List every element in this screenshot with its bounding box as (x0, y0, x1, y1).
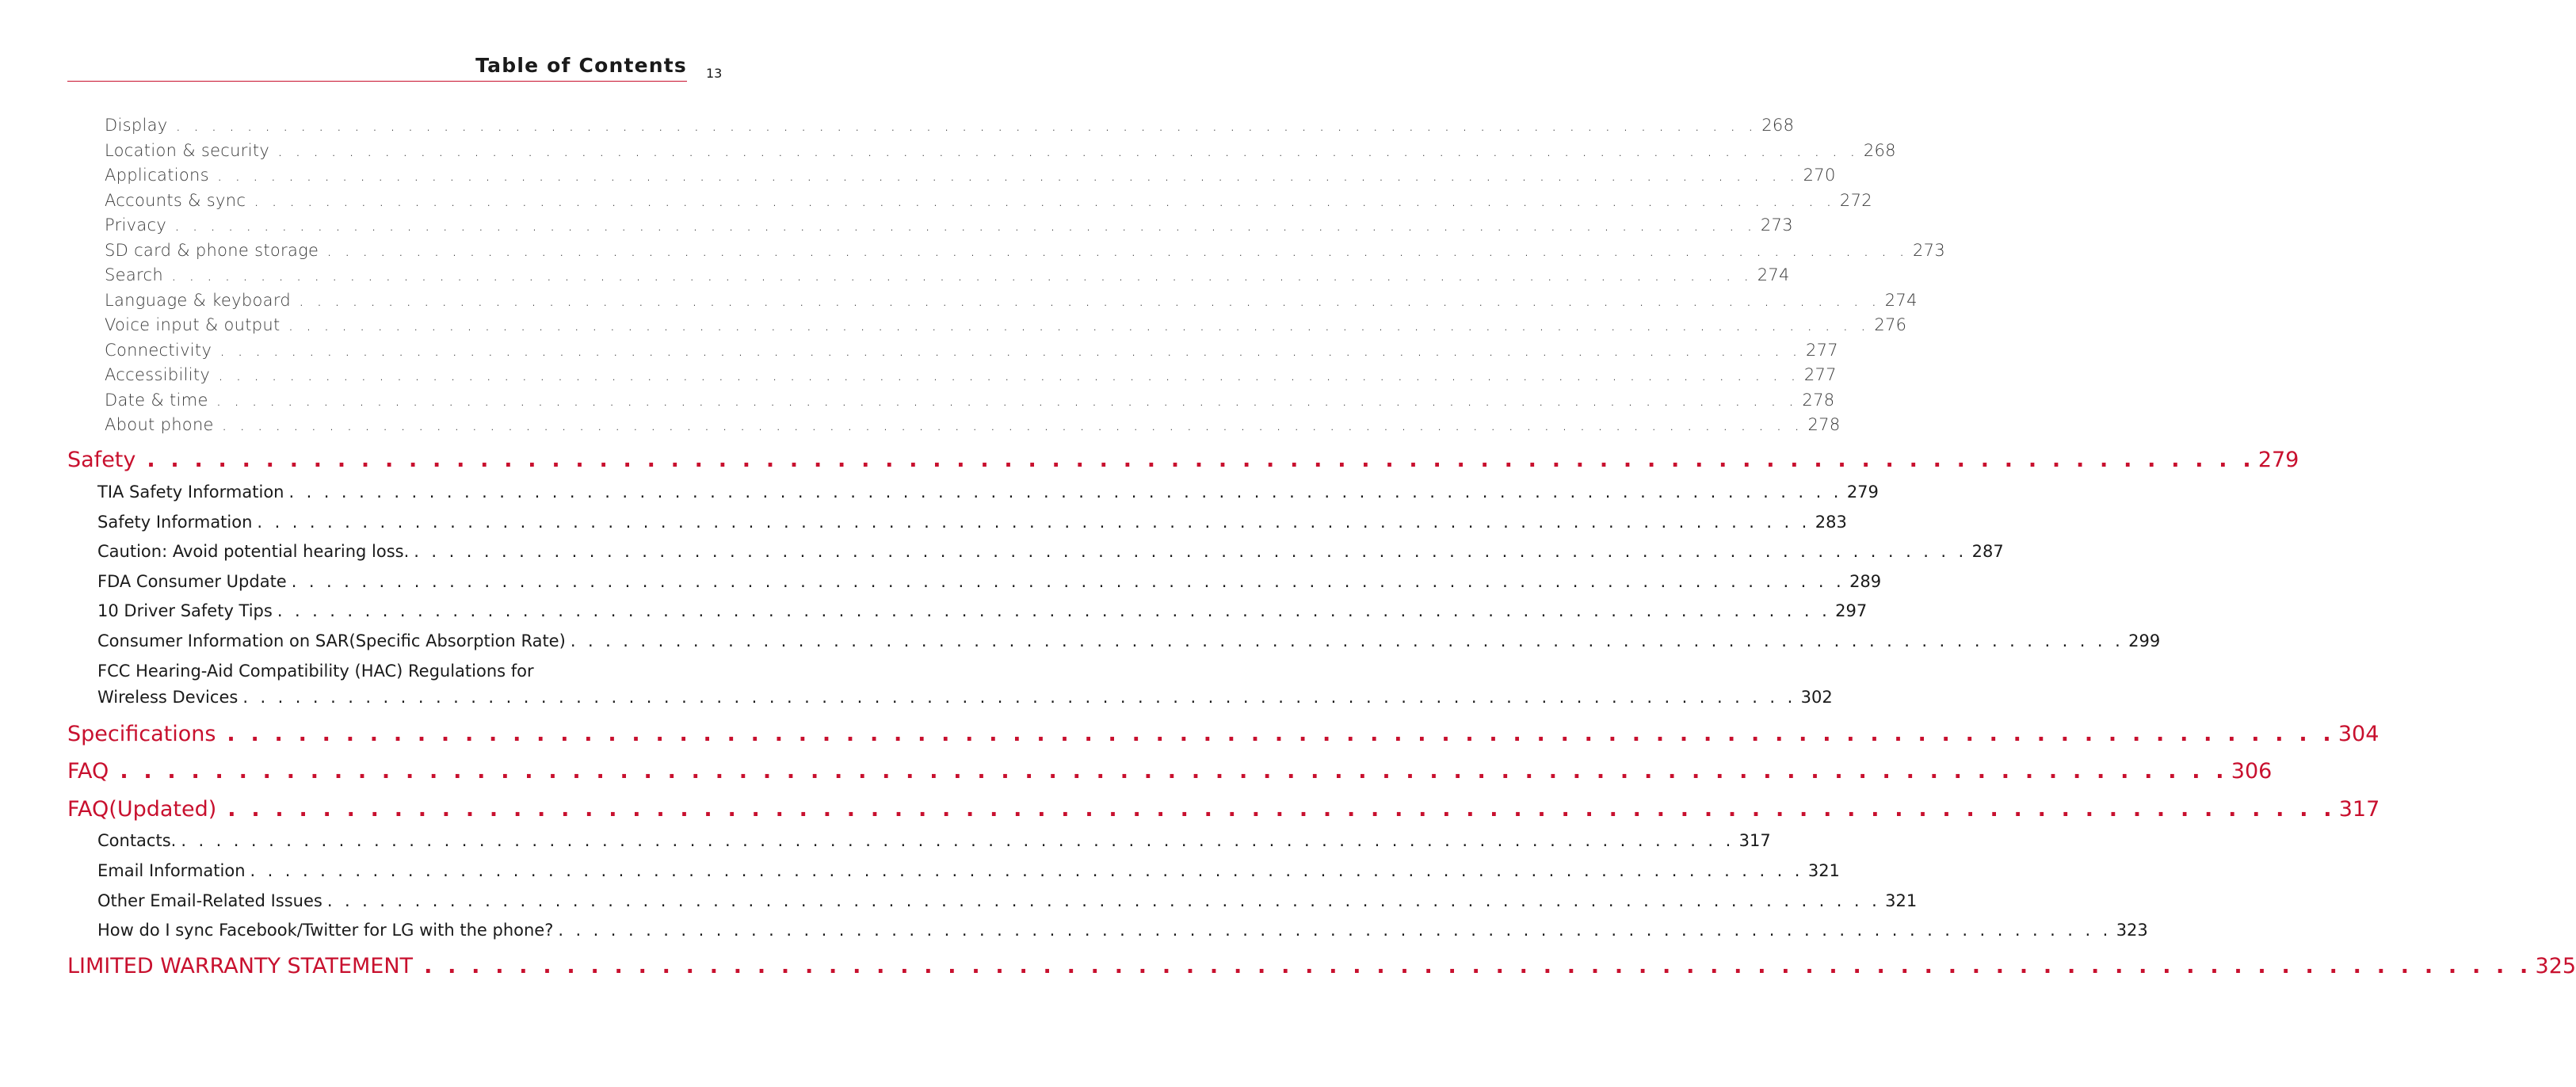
toc-section-label: LIMITED WARRANTY STATEMENT (67, 954, 414, 978)
toc-entry-page: 278 (1807, 415, 1841, 434)
toc-entry-safety-information[interactable] (97, 513, 1847, 532)
toc-entry-accounts-sync[interactable] (105, 191, 1872, 210)
dot-leader: . . . . . . . . . . . . . . . . . . . . . . . . . . . . . . . . . . . . . . . . . . . . . . . . . . . . . . . . . . . . . . . . . . . . . . . . . . . . . . . . . . . . . . . . . (326, 891, 1881, 910)
dot-leader: . . . . . . . . . . . . . . . . . . . . . . . . . . . . . . . . . . . . . . . . . . . . . . . . . . . . . . . . . . . . . . . . . . . . . . . . . . . . . . . . . . . . . . . . . (170, 265, 1753, 284)
dot-leader: . . . . . . . . . . . . . . . . . . . . . . . . . . . . . . . . . . . . . . . . . . . . . . . . . . . . . . . . . . . . . . . . . . . . . . . . . . . . . . . . . . . . . . . . . (326, 241, 1908, 260)
page-title: Table of Contents (475, 54, 687, 77)
toc-entry-privacy[interactable] (105, 215, 1793, 235)
toc-section-page: 306 (2231, 759, 2273, 784)
toc-entry-email-issues[interactable] (97, 891, 1918, 910)
toc-entry-page: 272 (1839, 191, 1872, 210)
toc-entry-label: Voice input & output (105, 315, 280, 334)
toc-entry-label: Date & time (105, 391, 208, 410)
toc-entry-label: Language & keyboard (105, 291, 292, 310)
toc-entry-label: Safety Information (97, 513, 253, 532)
toc-entry-page: 279 (1846, 482, 1879, 502)
toc-entry-page: 278 (1802, 391, 1835, 410)
toc-entry-page: 283 (1815, 513, 1847, 532)
dot-leader: . . . . . . . . . . . . . . . . . . . . . . . . . . . . . . . . . . . . . . . . . . . . . . . . . . . . . . . . . . . . . . . . . . . . . . . . . . . . . . . . . . . . . . . . . (221, 415, 1803, 434)
dot-leader: . . . . . . . . . . . . . . . . . . . . . . . . . . . . . . . . . . . . . . . . . . . . . . . . . . . . . . . . . . . . . . . . . . . . . . . . . . . . . . . . . . . . . . . . . (414, 542, 1967, 561)
dot-leader: . . . . . . . . . . . . . . . . . . . . . . . . . . . . . . . . . . . . . . . . . . . . . . . . . . . . . . . . . . . . . . . . . . . . . . . . . . . . . . . . . . . . . . . . . (181, 831, 1735, 850)
toc-entry-label: About phone (105, 415, 214, 434)
dot-leader: . . . . . . . . . . . . . . . . . . . . . . . . . . . . . . . . . . . . . . . . . . . . . . . . . . . . . . . . . . . . . . . . . . . . . . . . . . . . . . . . . . . . . . . . . (242, 688, 1796, 707)
toc-section-label: Safety (67, 448, 136, 472)
dot-leader: . . . . . . . . . . . . . . . . . . . . . . . . . . . . . . . . . . . . . . . . . . . . . . . . . . . . . . . . . . . . . . . . . . . . . . . . . . . . . . . . . . . . . . . . . (227, 797, 2336, 822)
dot-leader: . . . . . . . . . . . . . . . . . . . . . . . . . . . . . . . . . . . . . . . . . . . . . . . . . . . . . . . . . . . . . . . . . . . . . . . . . . . . . . . . . . . . . . . . . (424, 954, 2532, 978)
toc-entry-date-time[interactable] (105, 391, 1835, 410)
toc-entry-label: Applications (105, 166, 209, 185)
toc-entry-page: 287 (1971, 542, 2004, 561)
toc-entry-page: 273 (1760, 215, 1793, 235)
toc-entry-page: 299 (2128, 631, 2161, 650)
toc-entry-label: Caution: Avoid potential hearing loss. (97, 542, 410, 561)
dot-leader: . . . . . . . . . . . . . . . . . . . . . . . . . . . . . . . . . . . . . . . . . . . . . . . . . . . . . . . . . . . . . . . . . . . . . . . . . . . . . . . . . . . . . . . . . (277, 141, 1859, 160)
toc-entry-language-keyboard[interactable] (105, 291, 1918, 310)
toc-entry-label: Accessibility (105, 365, 211, 384)
toc-entry-hac[interactable] (97, 688, 1833, 707)
toc-entry-page: 268 (1863, 141, 1896, 160)
toc-entry-label: SD card & phone storage (105, 241, 319, 260)
toc-entry-page: 274 (1884, 291, 1918, 310)
toc-entry-label: How do I sync Facebook/Twitter for LG with the phone? (97, 921, 554, 940)
toc-entry-sync-facebook-twitter[interactable] (97, 921, 2148, 940)
toc-entry-tia-safety[interactable] (97, 482, 1879, 502)
page-number: 13 (706, 66, 723, 81)
toc-entry-page: 276 (1874, 315, 1907, 334)
toc-entry-label: Connectivity (105, 341, 212, 360)
toc-entry-applications[interactable] (105, 166, 1836, 185)
toc-section-label: FAQ(Updated) (67, 797, 217, 822)
toc-entry-label: TIA Safety Information (97, 482, 284, 502)
toc-entry-hac-line1[interactable]: FCC Hearing-Aid Compatibility (HAC) Regulations for (97, 662, 534, 681)
toc-section-page: 279 (2257, 448, 2299, 472)
toc-entry-display[interactable] (105, 116, 1795, 135)
toc-section-safety[interactable] (67, 448, 2299, 472)
toc-section-faq[interactable] (67, 759, 2273, 784)
dot-leader: . . . . . . . . . . . . . . . . . . . . . . . . . . . . . . . . . . . . . . . . . . . . . . . . . . . . . . . . . . . . . . . . . . . . . . . . . . . . . . . . . . . . . . . . . (558, 921, 2112, 940)
toc-entry-page: 273 (1913, 241, 1945, 260)
dot-leader: . . . . . . . . . . . . . . . . . . . . . . . . . . . . . . . . . . . . . . . . . . . . . . . . . . . . . . . . . . . . . . . . . . . . . . . . . . . . . . . . . . . . . . . . . (277, 601, 1831, 620)
toc-entry-page: 302 (1800, 688, 1833, 707)
toc-section-label: FAQ (67, 759, 109, 784)
toc-entry-page: 323 (2116, 921, 2148, 940)
dot-leader: . . . . . . . . . . . . . . . . . . . . . . . . . . . . . . . . . . . . . . . . . . . . . . . . . . . . . . . . . . . . . . . . . . . . . . . . . . . . . . . . . . . . . . . . . (288, 315, 1870, 334)
toc-entry-label: Wireless Devices (97, 688, 239, 707)
toc-entry-page: 277 (1803, 365, 1837, 384)
toc-entry-contacts[interactable] (97, 831, 1771, 850)
dot-leader: . . . . . . . . . . . . . . . . . . . . . . . . . . . . . . . . . . . . . . . . . . . . . . . . . . . . . . . . . . . . . . . . . . . . . . . . . . . . . . . . . . . . . . . . . (216, 166, 1799, 185)
toc-entry-fda-update[interactable] (97, 572, 1882, 591)
toc-entry-driver-safety-tips[interactable] (97, 601, 1868, 620)
toc-entry-page: 297 (1835, 601, 1868, 620)
toc-entry-search[interactable] (105, 265, 1790, 284)
dot-leader: . . . . . . . . . . . . . . . . . . . . . . . . . . . . . . . . . . . . . . . . . . . . . . . . . . . . . . . . . . . . . . . . . . . . . . . . . . . . . . . . . . . . . . . . . (257, 513, 1811, 532)
toc-section-page: 317 (2338, 797, 2380, 822)
toc-section-label: Specifications (67, 722, 216, 746)
toc-entry-sd-card-storage[interactable] (105, 241, 1945, 260)
toc-entry-page: 289 (1849, 572, 1882, 591)
toc-entry-label: Privacy (105, 215, 167, 235)
toc-section-faq-updated[interactable] (67, 797, 2380, 822)
dot-leader: . . . . . . . . . . . . . . . . . . . . . . . . . . . . . . . . . . . . . . . . . . . . . . . . . . . . . . . . . . . . . . . . . . . . . . . . . . . . . . . . . . . . . . . . . (227, 722, 2335, 746)
toc-entry-label: Contacts. (97, 831, 177, 850)
toc-entry-page: 270 (1803, 166, 1836, 185)
toc-entry-location-security[interactable] (105, 141, 1896, 160)
dot-leader: . . . . . . . . . . . . . . . . . . . . . . . . . . . . . . . . . . . . . . . . . . . . . . . . . . . . . . . . . . . . . . . . . . . . . . . . . . . . . . . . . . . . . . . . . (299, 291, 1880, 310)
dot-leader: . . . . . . . . . . . . . . . . . . . . . . . . . . . . . . . . . . . . . . . . . . . . . . . . . . . . . . . . . . . . . . . . . . . . . . . . . . . . . . . . . . . . . . . . . (120, 759, 2228, 784)
toc-entry-email-information[interactable] (97, 861, 1840, 880)
dot-leader: . . . . . . . . . . . . . . . . . . . . . . . . . . . . . . . . . . . . . . . . . . . . . . . . . . . . . . . . . . . . . . . . . . . . . . . . . . . . . . . . . . . . . . . . . (216, 391, 1798, 410)
dot-leader: . . . . . . . . . . . . . . . . . . . . . . . . . . . . . . . . . . . . . . . . . . . . . . . . . . . . . . . . . . . . . . . . . . . . . . . . . . . . . . . . . . . . . . . . . (218, 365, 1799, 384)
toc-entry-page: 277 (1805, 341, 1838, 360)
toc-section-warranty[interactable] (67, 954, 2576, 978)
dot-leader: . . . . . . . . . . . . . . . . . . . . . . . . . . . . . . . . . . . . . . . . . . . . . . . . . . . . . . . . . . . . . . . . . . . . . . . . . . . . . . . . . . . . . . . . . (219, 341, 1801, 360)
dot-leader: . . . . . . . . . . . . . . . . . . . . . . . . . . . . . . . . . . . . . . . . . . . . . . . . . . . . . . . . . . . . . . . . . . . . . . . . . . . . . . . . . . . . . . . . . (174, 215, 1756, 235)
toc-entry-page: 317 (1738, 831, 1771, 850)
toc-entry-accessibility[interactable] (105, 365, 1837, 384)
dot-leader: . . . . . . . . . . . . . . . . . . . . . . . . . . . . . . . . . . . . . . . . . . . . . . . . . . . . . . . . . . . . . . . . . . . . . . . . . . . . . . . . . . . . . . . . . (570, 631, 2124, 650)
toc-entry-page: 268 (1761, 116, 1795, 135)
dot-leader: . . . . . . . . . . . . . . . . . . . . . . . . . . . . . . . . . . . . . . . . . . . . . . . . . . . . . . . . . . . . . . . . . . . . . . . . . . . . . . . . . . . . . . . . . (250, 861, 1803, 880)
toc-entry-about-phone[interactable] (105, 415, 1841, 434)
toc-entry-label: Accounts & sync (105, 191, 246, 210)
toc-section-page: 325 (2535, 954, 2576, 978)
dot-leader: . . . . . . . . . . . . . . . . . . . . . . . . . . . . . . . . . . . . . . . . . . . . . . . . . . . . . . . . . . . . . . . . . . . . . . . . . . . . . . . . . . . . . . . . . (291, 572, 1845, 591)
toc-entry-page: 274 (1757, 265, 1790, 284)
toc-entry-label: Other Email-Related Issues (97, 891, 322, 910)
dot-leader: . . . . . . . . . . . . . . . . . . . . . . . . . . . . . . . . . . . . . . . . . . . . . . . . . . . . . . . . . . . . . . . . . . . . . . . . . . . . . . . . . . . . . . . . . (288, 482, 1842, 502)
toc-entry-label: Search (105, 265, 163, 284)
toc-entry-hearing-loss[interactable] (97, 542, 2004, 561)
toc-section-page: 304 (2337, 722, 2379, 746)
dot-leader: . . . . . . . . . . . . . . . . . . . . . . . . . . . . . . . . . . . . . . . . . . . . . . . . . . . . . . . . . . . . . . . . . . . . . . . . . . . . . . . . . . . . . . . . . (175, 116, 1757, 135)
toc-entry-label: Consumer Information on SAR(Specific Absorption Rate) (97, 631, 566, 650)
toc-entry-voice-input-output[interactable] (105, 315, 1907, 334)
toc-entry-page: 321 (1885, 891, 1918, 910)
toc-entry-label: Email Information (97, 861, 246, 880)
toc-entry-label: Location & security (105, 141, 270, 160)
toc-entry-label: FDA Consumer Update (97, 572, 287, 591)
toc-entry-label: 10 Driver Safety Tips (97, 601, 273, 620)
toc-entry-label: Display (105, 116, 168, 135)
dot-leader: . . . . . . . . . . . . . . . . . . . . . . . . . . . . . . . . . . . . . . . . . . . . . . . . . . . . . . . . . . . . . . . . . . . . . . . . . . . . . . . . . . . . . . . . . (147, 448, 2255, 472)
toc-section-specifications[interactable] (67, 722, 2379, 746)
toc-entry-sar[interactable] (97, 631, 2161, 650)
toc-entry-page: 321 (1807, 861, 1840, 880)
dot-leader: . . . . . . . . . . . . . . . . . . . . . . . . . . . . . . . . . . . . . . . . . . . . . . . . . . . . . . . . . . . . . . . . . . . . . . . . . . . . . . . . . . . . . . . . . (254, 191, 1835, 210)
toc-entry-connectivity[interactable] (105, 341, 1838, 360)
